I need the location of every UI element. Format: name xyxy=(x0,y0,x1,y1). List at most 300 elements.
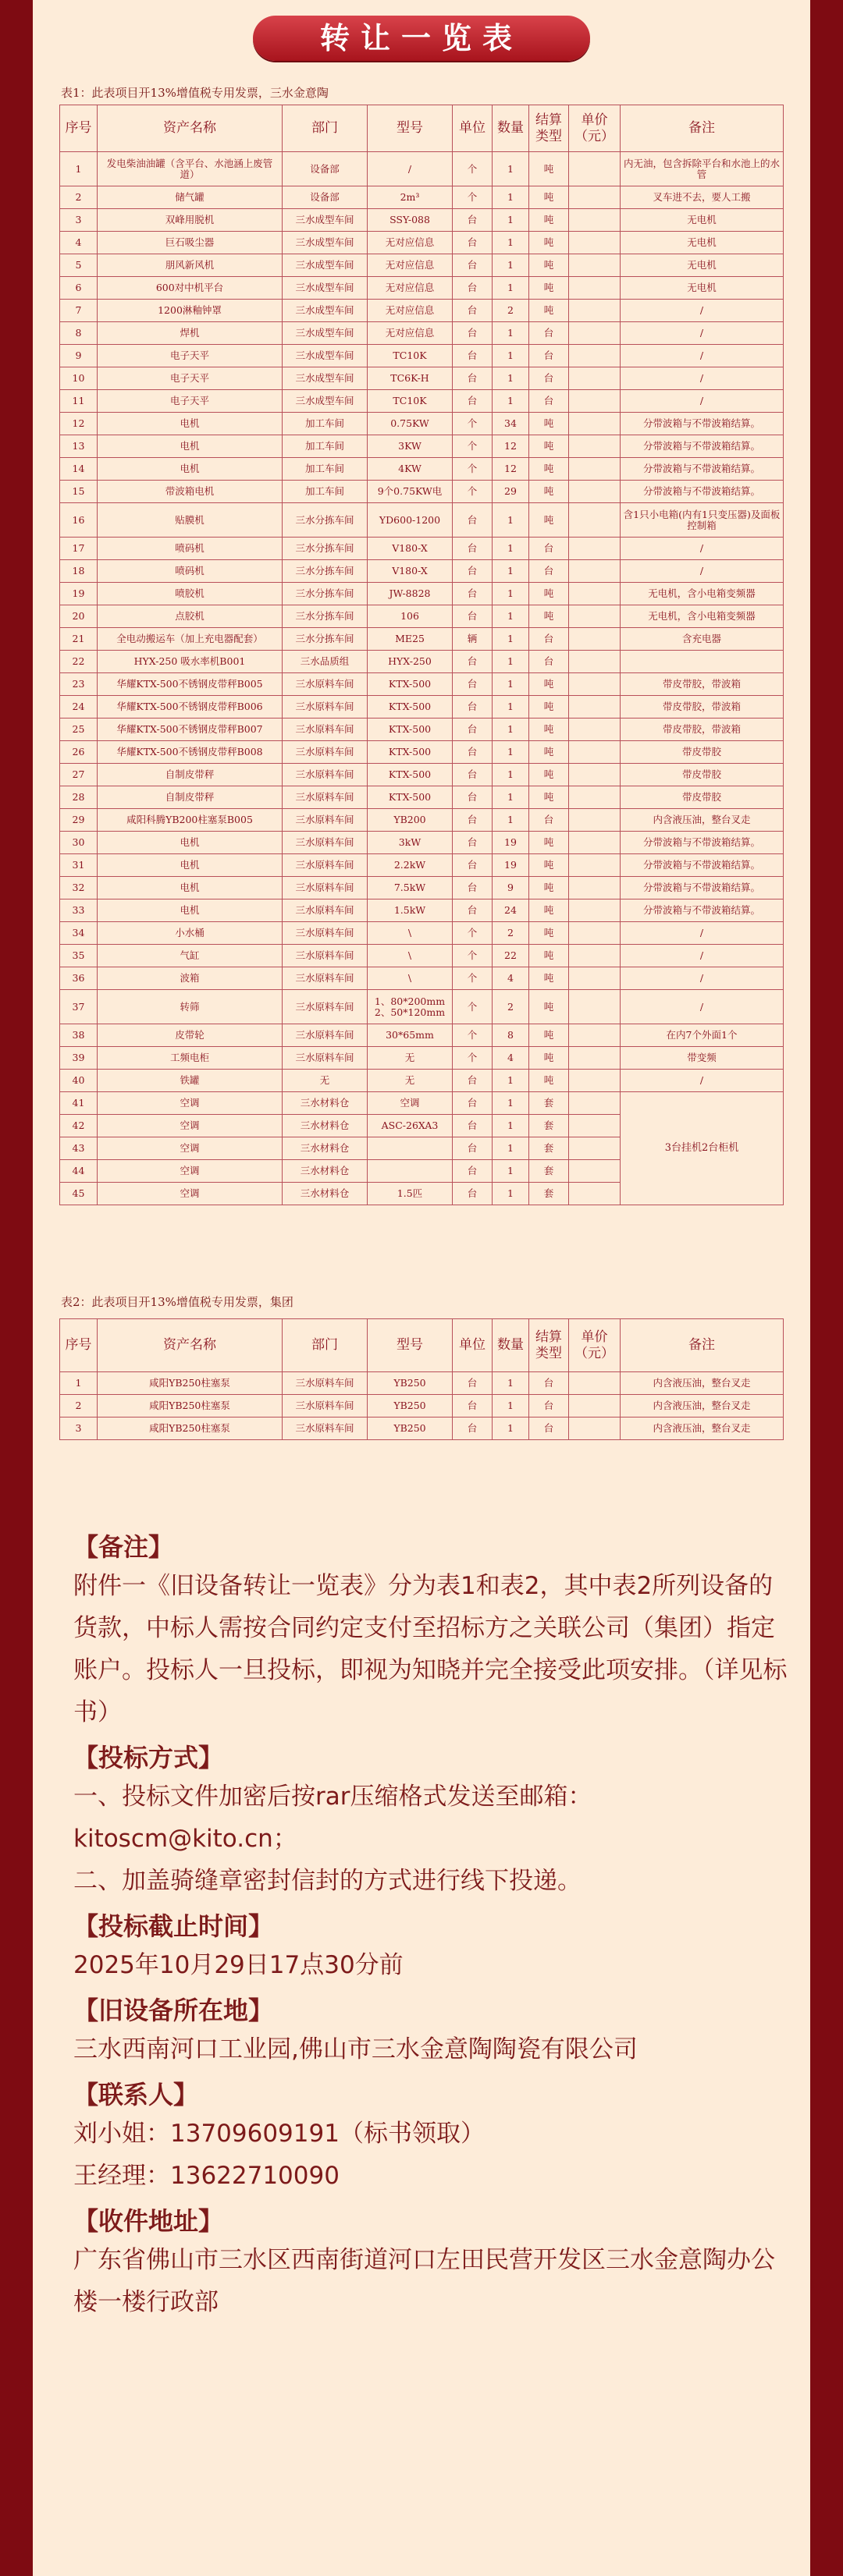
table-cell: / xyxy=(621,560,784,583)
contact-liu: 刘小姐：13709609191（标书领取） xyxy=(73,2120,485,2148)
table-cell: 33 xyxy=(60,899,98,922)
table-cell: 台 xyxy=(529,538,569,560)
table-cell: V180-X xyxy=(368,560,453,583)
table-cell: 106 xyxy=(368,605,453,628)
table-cell: 1 xyxy=(493,583,529,605)
table-cell: 2 xyxy=(60,1395,98,1418)
table-cell: 带皮带胶，带波箱 xyxy=(621,696,784,719)
table-cell: 三水原料车间 xyxy=(283,1047,368,1070)
table-row xyxy=(60,945,784,967)
table-cell: YB250 xyxy=(368,1395,453,1418)
table-cell xyxy=(569,651,621,673)
table-cell: 1 xyxy=(493,1160,529,1183)
table-cell: 三水原料车间 xyxy=(283,809,368,832)
table-cell: 贴膜机 xyxy=(98,503,283,538)
table-cell: 34 xyxy=(493,413,529,435)
table-cell: / xyxy=(621,945,784,967)
table-cell: 电子天平 xyxy=(98,367,283,390)
table-row xyxy=(60,967,784,990)
bid-method-line2: 二、加盖骑缝章密封信封的方式进行线下投递。 xyxy=(73,1867,582,1895)
table-cell: 27 xyxy=(60,764,98,786)
table-cell: 储气罐 xyxy=(98,186,283,209)
table-cell: 1.5kW xyxy=(368,899,453,922)
remark-heading: 【备注】 xyxy=(73,1532,174,1562)
table-cell: 三水材料仓 xyxy=(283,1137,368,1160)
table-cell: 咸阳YB250柱塞泵 xyxy=(98,1372,283,1395)
table-cell: 7 xyxy=(60,300,98,322)
table-cell: 个 xyxy=(453,967,493,990)
table-cell: 3KW xyxy=(368,435,453,458)
table-cell: 吨 xyxy=(529,764,569,786)
table-cell: / xyxy=(368,152,453,186)
table-cell: 波箱 xyxy=(98,967,283,990)
table-cell: 内含液压油，整台叉走 xyxy=(621,1418,784,1440)
table-cell: 吨 xyxy=(529,786,569,809)
table-cell: 电机 xyxy=(98,854,283,877)
table-cell: 三水原料车间 xyxy=(283,741,368,764)
table-row xyxy=(60,786,784,809)
table-cell xyxy=(569,322,621,345)
table-cell xyxy=(569,945,621,967)
table-cell xyxy=(569,209,621,232)
table-cell: 台 xyxy=(453,764,493,786)
table-cell: 空调 xyxy=(98,1115,283,1137)
table-cell: 空调 xyxy=(98,1160,283,1183)
table-cell: 20 xyxy=(60,605,98,628)
table-cell: 2 xyxy=(493,922,529,945)
table-cell: 个 xyxy=(453,990,493,1024)
table-row xyxy=(60,367,784,390)
table-cell: 台 xyxy=(529,809,569,832)
table-cell xyxy=(569,719,621,741)
table-cell: V180-X xyxy=(368,538,453,560)
table-cell: 三水成型车间 xyxy=(283,254,368,277)
table-cell: 31 xyxy=(60,854,98,877)
table-cell: 朋风新风机 xyxy=(98,254,283,277)
table-cell: 三水原料车间 xyxy=(283,899,368,922)
table-cell xyxy=(569,1395,621,1418)
table-cell: 三水原料车间 xyxy=(283,1395,368,1418)
table-cell: 600对中机平台 xyxy=(98,277,283,300)
table-cell: 吨 xyxy=(529,673,569,696)
table-cell: 三水成型车间 xyxy=(283,345,368,367)
table-cell: 吨 xyxy=(529,435,569,458)
table-cell: 无电机，含小电箱变频器 xyxy=(621,605,784,628)
table-cell: 三水原料车间 xyxy=(283,990,368,1024)
table-cell xyxy=(569,696,621,719)
table-row xyxy=(60,877,784,899)
table-cell: YB250 xyxy=(368,1418,453,1440)
table-cell: 电机 xyxy=(98,877,283,899)
table-cell: 咸阳YB250柱塞泵 xyxy=(98,1395,283,1418)
table-cell: 台 xyxy=(529,1395,569,1418)
table-cell: 39 xyxy=(60,1047,98,1070)
table1-header-cell: 单位 xyxy=(453,105,493,152)
table-cell: 3 xyxy=(60,1418,98,1440)
table-cell: 25 xyxy=(60,719,98,741)
page xyxy=(33,0,810,2576)
table-cell: 无对应信息 xyxy=(368,322,453,345)
table-cell: 发电柴油油罐（含平台、水池涵上废管道） xyxy=(98,152,283,186)
table-cell: 30*65mm xyxy=(368,1024,453,1047)
table-cell: 喷码机 xyxy=(98,560,283,583)
table-cell: 吨 xyxy=(529,899,569,922)
table-cell: 吨 xyxy=(529,1024,569,1047)
table-cell: 咸阳科腾YB200柱塞泵B005 xyxy=(98,809,283,832)
table-cell: KTX-500 xyxy=(368,741,453,764)
table-cell: 套 xyxy=(529,1183,569,1205)
table-cell: 40 xyxy=(60,1070,98,1092)
table-cell: ASC-26XA3 xyxy=(368,1115,453,1137)
table-cell: TC10K xyxy=(368,345,453,367)
table-cell: KTX-500 xyxy=(368,719,453,741)
table-cell: 8 xyxy=(493,1024,529,1047)
table-cell: 29 xyxy=(493,481,529,503)
table-cell: 内无油，包含拆除平台和水池上的水管 xyxy=(621,152,784,186)
table-cell: 台 xyxy=(453,1418,493,1440)
table-cell: 台 xyxy=(453,605,493,628)
table-cell: 三水成型车间 xyxy=(283,277,368,300)
table-cell: KTX-500 xyxy=(368,673,453,696)
table-cell xyxy=(569,832,621,854)
table-cell: 1 xyxy=(493,322,529,345)
table-cell: 三水材料仓 xyxy=(283,1183,368,1205)
table-cell xyxy=(569,1418,621,1440)
table-cell: 分带波箱与不带波箱结算。 xyxy=(621,481,784,503)
table-row xyxy=(60,300,784,322)
table-cell: 电机 xyxy=(98,832,283,854)
table-cell: 喷胶机 xyxy=(98,583,283,605)
table-cell: 29 xyxy=(60,809,98,832)
table-cell: 吨 xyxy=(529,854,569,877)
table-row xyxy=(60,560,784,583)
table-cell: 带变频 xyxy=(621,1047,784,1070)
table-cell: 个 xyxy=(453,1024,493,1047)
table-cell: 台 xyxy=(453,899,493,922)
table-cell: 分带波箱与不带波箱结算。 xyxy=(621,458,784,481)
table-cell: 台 xyxy=(453,673,493,696)
table-cell: 吨 xyxy=(529,945,569,967)
table-row xyxy=(60,832,784,854)
table-cell: 26 xyxy=(60,741,98,764)
table-cell: TC10K xyxy=(368,390,453,413)
table-row xyxy=(60,538,784,560)
table-cell: SSY-088 xyxy=(368,209,453,232)
table-cell: 4 xyxy=(60,232,98,254)
table-cell: 全电动搬运车（加上充电器配套） xyxy=(98,628,283,651)
table-cell: 2.2kW xyxy=(368,854,453,877)
table-cell: 吨 xyxy=(529,300,569,322)
table-row xyxy=(60,209,784,232)
table-cell xyxy=(569,538,621,560)
table-cell: 加工车间 xyxy=(283,458,368,481)
table-cell xyxy=(569,628,621,651)
table-cell: 三水原料车间 xyxy=(283,922,368,945)
table-cell: 41 xyxy=(60,1092,98,1115)
table-cell: 1 xyxy=(493,1115,529,1137)
table-cell: 台 xyxy=(453,345,493,367)
table-cell: 3 xyxy=(60,209,98,232)
table-cell: 2 xyxy=(493,300,529,322)
table-cell: 无对应信息 xyxy=(368,254,453,277)
table-cell: 台 xyxy=(529,1418,569,1440)
table-cell: 1、80*200mm 2、50*120mm xyxy=(368,990,453,1024)
table-cell: YB200 xyxy=(368,809,453,832)
table-cell: 三水原料车间 xyxy=(283,832,368,854)
table-cell xyxy=(569,854,621,877)
table-cell: 8 xyxy=(60,322,98,345)
table-cell: 2 xyxy=(60,186,98,209)
table-cell xyxy=(569,1115,621,1137)
table-cell: 1 xyxy=(493,741,529,764)
table-cell xyxy=(569,673,621,696)
table-cell: 在内7个外面1个 xyxy=(621,1024,784,1047)
table-cell: 三水分拣车间 xyxy=(283,583,368,605)
table-cell: 个 xyxy=(453,435,493,458)
table-cell: 1 xyxy=(493,786,529,809)
table-row xyxy=(60,719,784,741)
table-cell: 吨 xyxy=(529,1070,569,1092)
table-cell: 1 xyxy=(493,232,529,254)
table-cell: 台 xyxy=(453,1137,493,1160)
table-cell: \ xyxy=(368,922,453,945)
table-cell: 台 xyxy=(453,209,493,232)
table-cell: 台 xyxy=(453,1092,493,1115)
table-cell: 台 xyxy=(453,254,493,277)
table-cell: 转筛 xyxy=(98,990,283,1024)
table-cell: 三水材料仓 xyxy=(283,1160,368,1183)
table-row xyxy=(60,605,784,628)
table-cell: 1 xyxy=(493,1183,529,1205)
table-cell: 11 xyxy=(60,390,98,413)
table2-header-cell: 序号 xyxy=(60,1319,98,1372)
table2-header-cell: 资产名称 xyxy=(98,1319,283,1372)
table-cell: 10 xyxy=(60,367,98,390)
table-cell: / xyxy=(621,990,784,1024)
table-cell: 台 xyxy=(453,877,493,899)
table-cell: 带皮带胶 xyxy=(621,786,784,809)
table-cell: 三水原料车间 xyxy=(283,877,368,899)
table-cell: 12 xyxy=(493,458,529,481)
table-cell: 带皮带胶 xyxy=(621,764,784,786)
table-cell: HYX-250 吸水率机B001 xyxy=(98,651,283,673)
table-cell: 台 xyxy=(453,503,493,538)
table-cell: 台 xyxy=(529,390,569,413)
table-cell: 1 xyxy=(493,209,529,232)
table-cell: 1 xyxy=(493,345,529,367)
table-cell: KTX-500 xyxy=(368,696,453,719)
table-cell: 自制皮带秤 xyxy=(98,764,283,786)
table-cell: 台 xyxy=(453,277,493,300)
table-cell xyxy=(569,503,621,538)
table1-header-cell: 数量 xyxy=(493,105,529,152)
table-cell: 台 xyxy=(453,809,493,832)
table-cell: 吨 xyxy=(529,1047,569,1070)
table-row xyxy=(60,628,784,651)
location-heading: 【旧设备所在地】 xyxy=(73,1996,274,2025)
table-cell: 吨 xyxy=(529,922,569,945)
table-cell xyxy=(569,741,621,764)
table-cell: 1 xyxy=(493,1395,529,1418)
table-cell: 三水原料车间 xyxy=(283,696,368,719)
table-cell: 个 xyxy=(453,481,493,503)
table-cell: 1 xyxy=(493,696,529,719)
table-cell: 三水成型车间 xyxy=(283,322,368,345)
table-cell xyxy=(569,1092,621,1115)
table-cell: 0.75KW xyxy=(368,413,453,435)
table-cell: 台 xyxy=(453,1183,493,1205)
table-cell: 19 xyxy=(493,854,529,877)
table-row xyxy=(60,673,784,696)
table-cell: TC6K-H xyxy=(368,367,453,390)
table-cell: 台 xyxy=(453,560,493,583)
table-cell xyxy=(569,254,621,277)
table-cell xyxy=(569,1024,621,1047)
table-cell: 台 xyxy=(453,1070,493,1092)
table-row xyxy=(60,503,784,538)
table-cell: 三水成型车间 xyxy=(283,390,368,413)
notes-section xyxy=(73,1529,791,2323)
table-cell: 工频电柜 xyxy=(98,1047,283,1070)
table-cell: 无 xyxy=(368,1070,453,1092)
table-cell: 9个0.75KW电 xyxy=(368,481,453,503)
table-cell: 34 xyxy=(60,922,98,945)
table-cell: / xyxy=(621,367,784,390)
table-cell xyxy=(569,345,621,367)
table-cell xyxy=(569,605,621,628)
table-cell: 吨 xyxy=(529,209,569,232)
table-row xyxy=(60,277,784,300)
table-cell xyxy=(569,1137,621,1160)
table-cell: YB250 xyxy=(368,1372,453,1395)
table-cell: 分带波箱与不带波箱结算。 xyxy=(621,832,784,854)
contact-wang: 王经理：13622710090 xyxy=(73,2162,340,2190)
deadline-text: 2025年10月29日17点30分前 xyxy=(73,1951,404,1979)
table-cell: 内含液压油，整台叉走 xyxy=(621,809,784,832)
table-cell xyxy=(569,786,621,809)
table-cell: 台 xyxy=(453,232,493,254)
table-cell: 三水原料车间 xyxy=(283,1372,368,1395)
table-cell: 三水材料仓 xyxy=(283,1115,368,1137)
table-cell: 三水分拣车间 xyxy=(283,538,368,560)
table-row xyxy=(60,1372,784,1395)
table-cell: 台 xyxy=(453,854,493,877)
table-cell: 台 xyxy=(453,741,493,764)
table-row xyxy=(60,186,784,209)
table-cell: 台 xyxy=(453,300,493,322)
table-cell: 1 xyxy=(493,1070,529,1092)
table-row xyxy=(60,1070,784,1092)
table-cell xyxy=(569,583,621,605)
table-cell: 吨 xyxy=(529,583,569,605)
table-cell: 台 xyxy=(453,1395,493,1418)
table-cell: 吨 xyxy=(529,481,569,503)
table-row xyxy=(60,152,784,186)
table-cell: 台 xyxy=(529,651,569,673)
table-cell: / xyxy=(621,922,784,945)
table-cell: 吨 xyxy=(529,254,569,277)
table-row xyxy=(60,435,784,458)
table-cell: 1 xyxy=(493,538,529,560)
table-cell: 15 xyxy=(60,481,98,503)
bid-email[interactable]: kitoscm@kito.cn； xyxy=(73,1825,297,1853)
table1-header-cell: 备注 xyxy=(621,105,784,152)
table-cell: 辆 xyxy=(453,628,493,651)
table-cell: 三水分拣车间 xyxy=(283,503,368,538)
table-cell: 设备部 xyxy=(283,152,368,186)
table-row xyxy=(60,1092,784,1115)
table-cell: 1 xyxy=(493,277,529,300)
table-cell: 3台挂机2台柜机 xyxy=(621,1092,784,1205)
table2-header-cell: 备注 xyxy=(621,1319,784,1372)
table-cell: / xyxy=(621,1070,784,1092)
table-cell: 台 xyxy=(453,390,493,413)
table-cell xyxy=(569,435,621,458)
table-cell: 台 xyxy=(529,628,569,651)
table-cell: 无 xyxy=(368,1047,453,1070)
table-cell: 吨 xyxy=(529,741,569,764)
table-cell xyxy=(569,1160,621,1183)
table-cell: 吨 xyxy=(529,967,569,990)
table-cell: 带皮带胶 xyxy=(621,741,784,764)
table-cell: 个 xyxy=(453,458,493,481)
table-cell: 套 xyxy=(529,1092,569,1115)
table-cell: \ xyxy=(368,945,453,967)
table1-header-cell: 资产名称 xyxy=(98,105,283,152)
table-cell xyxy=(569,367,621,390)
table-cell: 分带波箱与不带波箱结算。 xyxy=(621,413,784,435)
table-cell: 三水原料车间 xyxy=(283,945,368,967)
table-cell: 1 xyxy=(493,1092,529,1115)
table-cell: 4KW xyxy=(368,458,453,481)
table-cell: 加工车间 xyxy=(283,481,368,503)
table-row xyxy=(60,651,784,673)
table-cell: 焊机 xyxy=(98,322,283,345)
table-cell: 无电机 xyxy=(621,232,784,254)
table-cell: 45 xyxy=(60,1183,98,1205)
table-cell: 37 xyxy=(60,990,98,1024)
table-cell: 台 xyxy=(453,719,493,741)
table-cell: 7.5kW xyxy=(368,877,453,899)
table-cell: 个 xyxy=(453,186,493,209)
table-cell: 台 xyxy=(529,322,569,345)
table-cell: 巨石吸尘器 xyxy=(98,232,283,254)
table-row xyxy=(60,322,784,345)
location-text: 三水西南河口工业园,佛山市三水金意陶陶瓷有限公司 xyxy=(73,2035,638,2063)
table-cell: 32 xyxy=(60,877,98,899)
table-cell: / xyxy=(621,300,784,322)
table-cell: / xyxy=(621,345,784,367)
table-cell: 台 xyxy=(453,786,493,809)
table-cell xyxy=(569,560,621,583)
table-cell: 无对应信息 xyxy=(368,232,453,254)
table-cell xyxy=(368,1160,453,1183)
table-cell: 三水分拣车间 xyxy=(283,560,368,583)
table-cell: 三水成型车间 xyxy=(283,209,368,232)
table-cell xyxy=(569,990,621,1024)
table-cell xyxy=(569,1070,621,1092)
table-row xyxy=(60,1047,784,1070)
table-cell: 16 xyxy=(60,503,98,538)
table-cell: 35 xyxy=(60,945,98,967)
table-cell: 1 xyxy=(493,367,529,390)
table-cell: 18 xyxy=(60,560,98,583)
table-cell: 套 xyxy=(529,1160,569,1183)
table-cell: 三水成型车间 xyxy=(283,367,368,390)
table-cell: 28 xyxy=(60,786,98,809)
table-cell xyxy=(569,1183,621,1205)
table-cell: 42 xyxy=(60,1115,98,1137)
